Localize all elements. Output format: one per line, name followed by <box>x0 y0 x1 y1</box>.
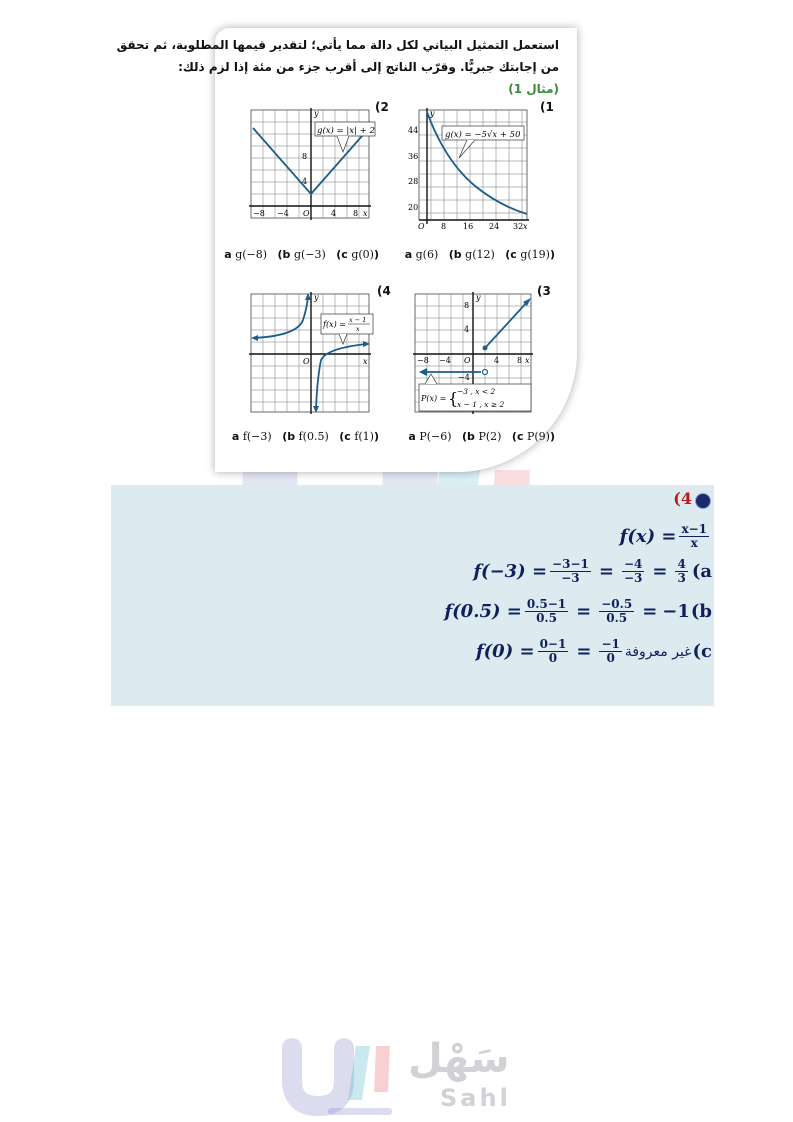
svg-text:x − 1: x − 1 <box>349 316 367 324</box>
svg-text:g(x) = |x| + 2: g(x) = |x| + 2 <box>317 126 375 136</box>
svg-text:8: 8 <box>302 152 308 161</box>
graph-3-number: (3 <box>537 284 551 298</box>
graph-4-number: (4 <box>377 284 391 298</box>
svg-text:36: 36 <box>408 152 419 161</box>
graph-1-number: (1 <box>540 100 554 114</box>
svg-text:P(x) =: P(x) = <box>421 394 447 403</box>
svg-text:y: y <box>476 293 481 302</box>
svg-text:−8: −8 <box>253 209 265 218</box>
svg-text:20: 20 <box>408 203 419 212</box>
part-c-label: (c <box>692 641 712 662</box>
svg-text:8: 8 <box>441 222 447 231</box>
svg-text:−8: −8 <box>417 356 429 365</box>
svg-text:44: 44 <box>408 126 419 135</box>
graph-2-absolute-value <box>247 106 375 231</box>
part-b-line: f(0.5) = $\frac{0.5-1}{0.5}$ = $\frac{-0.5}{0.5}$ = −1 (b <box>444 597 712 625</box>
part-b-label: (b <box>690 601 712 622</box>
svg-text:−3 , x < 2: −3 , x < 2 <box>457 387 496 396</box>
instruction-line-2: من إجابتك جبريًّا. وقرّب الناتج إلى أقرب جزء من مئة إذا لزم ذلك: <box>178 60 559 74</box>
instruction-line-1: استعمل التمثيل البياني لكل دالة مما يأتي؛ لتقدير قيمها المطلوبة، ثم تحقق <box>116 38 559 52</box>
part-c-line: f(0) = $\frac{0-1}{0}$ = $\frac{-1}{0}$ غير معروفة (c <box>475 637 712 665</box>
svg-text:f(x) =: f(x) = <box>323 320 346 329</box>
problem-number: (4 <box>673 489 692 508</box>
svg-text:32: 32 <box>513 222 524 231</box>
problem-badge-icon <box>695 493 711 509</box>
svg-text:8: 8 <box>464 301 470 310</box>
function-fraction: $\frac{x-1}{x}$ <box>681 522 707 550</box>
svg-text:y: y <box>314 293 319 302</box>
function-definition: f(x) = $\frac{x-1}{x}$ <box>619 522 707 550</box>
graph-2-parts: (a g(−8) (b g(−3) (c g(0) <box>224 248 379 261</box>
graph-2-number: (2 <box>375 100 389 114</box>
graph-3-piecewise <box>411 290 537 418</box>
graph-3-parts: (a P(−6) (b P(2) (c P(9) <box>408 430 555 443</box>
svg-text:O: O <box>303 357 310 366</box>
svg-text:8: 8 <box>353 209 359 218</box>
svg-text:4: 4 <box>494 356 500 365</box>
svg-text:{: { <box>448 389 459 408</box>
svg-text:16: 16 <box>463 222 474 231</box>
svg-text:y: y <box>430 109 435 118</box>
example-reference: (مثال 1) <box>508 82 559 96</box>
svg-text:x: x <box>363 209 368 218</box>
svg-text:O: O <box>464 356 471 365</box>
svg-text:x: x <box>525 356 530 365</box>
svg-text:y: y <box>314 109 319 118</box>
svg-text:O: O <box>303 209 310 218</box>
sahl-logo-icon <box>276 1040 406 1120</box>
svg-text:−4: −4 <box>439 356 451 365</box>
part-a-line: f(−3) = $\frac{-3-1}{-3}$ = $\frac{-4}{-3}$ = $\frac{4}{3}$ (a <box>473 557 712 585</box>
svg-text:x: x <box>523 222 528 231</box>
graph-1-parts: (a g(6) (b g(12) (c g(19) <box>404 248 555 261</box>
svg-text:4: 4 <box>302 177 308 186</box>
svg-text:O: O <box>418 222 425 231</box>
textbook-exercise-card <box>116 28 577 472</box>
part-a-label: (a <box>691 561 712 582</box>
svg-text:−4: −4 <box>458 373 470 382</box>
svg-text:x: x <box>363 357 368 366</box>
svg-text:x − 1 , x ≥ 2: x − 1 , x ≥ 2 <box>457 400 505 409</box>
svg-text:x: x <box>356 325 360 333</box>
svg-text:4: 4 <box>464 325 470 334</box>
svg-text:28: 28 <box>408 177 419 186</box>
graph-4-rational <box>247 290 375 418</box>
solution-panel <box>111 485 714 706</box>
svg-text:g(x) = −5√x + 50: g(x) = −5√x + 50 <box>445 130 521 140</box>
sahl-logo-latin: Sahl <box>440 1084 511 1112</box>
svg-text:24: 24 <box>489 222 500 231</box>
sahl-logo-arabic: سَهْل <box>408 1036 510 1082</box>
svg-text:4: 4 <box>331 209 337 218</box>
graph-4-parts: (a f(−3) (b f(0.5) (c f(1) <box>231 430 379 443</box>
graph-1-sqrt <box>405 106 533 231</box>
undefined-text: غير معروفة <box>624 643 692 660</box>
svg-text:−4: −4 <box>277 209 289 218</box>
svg-text:8: 8 <box>517 356 523 365</box>
